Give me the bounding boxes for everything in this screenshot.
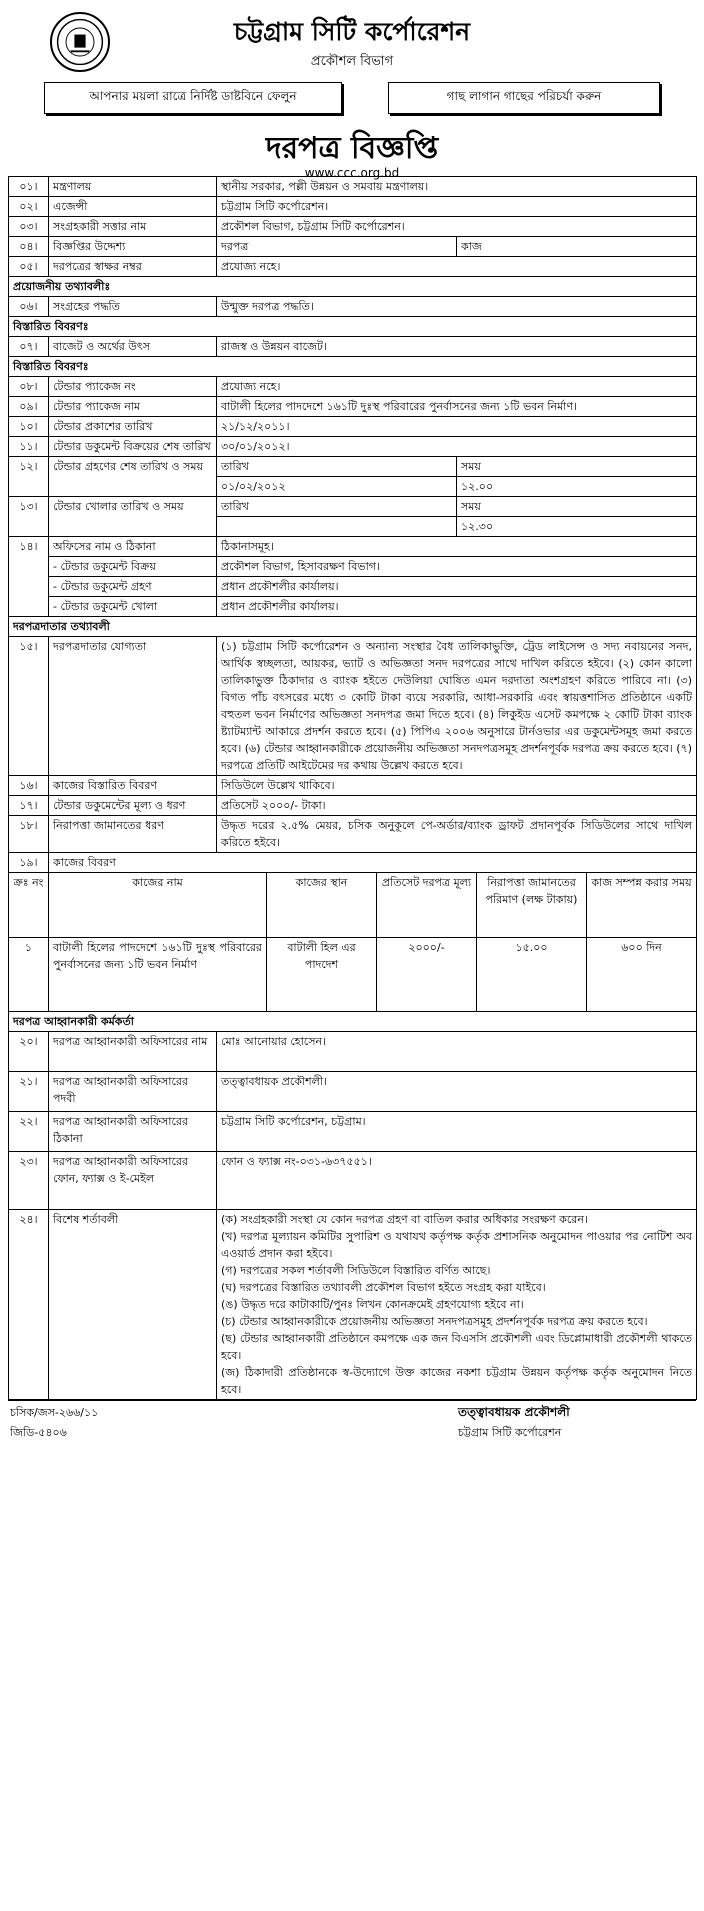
row-label: অফিসের নাম ও ঠিকানা (49, 537, 217, 557)
row-number: ০৩। (9, 217, 49, 237)
table-row (9, 1111, 697, 1151)
row-label: টেন্ডার খোলার তারিখ ও সময় (49, 497, 217, 537)
memo-number: চসিক/জস-২৬৬/১১ (10, 1405, 99, 1419)
row-label: টেন্ডার ডকুমেন্ট বিক্রয়ের শেষ তারিখ (49, 437, 217, 457)
row-value: প্রকৌশল বিভাগ, হিসাবরক্ষণ বিভাগ। (217, 557, 697, 577)
row-label: টেন্ডার প্যাকেজ নাম (49, 397, 217, 417)
website-url: www.ccc.org.bd (304, 166, 400, 180)
row-number: ২০। (9, 1031, 49, 1071)
signatory-title: তত্ত্বাবধায়ক প্রকৌশলী (458, 1404, 570, 1419)
date-value (217, 517, 457, 537)
row-sublabel: - টেন্ডার ডকুমেন্ট খোলা (49, 597, 217, 617)
notice-header (8, 6, 696, 180)
time-value: ১২.০০ (457, 477, 697, 497)
table-row (9, 217, 697, 237)
works-data-row (9, 937, 697, 1011)
row-value: সিডিউলে উল্লেখ থাকিবে। (217, 776, 697, 796)
row-value: ২১/১২/২০১১। (217, 417, 697, 437)
row-number: ১১। (9, 437, 49, 457)
row-number: ০৯। (9, 397, 49, 417)
row-label: দরপত্রের স্বাক্ষর নম্বর (49, 257, 217, 277)
department-name: প্রকৌশল বিভাগ (310, 54, 394, 69)
date-value: ০১/০২/২০১২ (217, 477, 457, 497)
row-number: ২১। (9, 1071, 49, 1111)
row-number: ০২। (9, 197, 49, 217)
row-number: ১৯। (9, 853, 49, 873)
table-row (9, 637, 697, 776)
row-label: টেন্ডার ডকুমেন্টের মূল্য ও ধরণ (49, 796, 217, 816)
row-value: প্রযোজ্য নহে। (217, 257, 697, 277)
row-number: ১০। (9, 417, 49, 437)
row-value-secondary: কাজ (457, 237, 697, 257)
section-title: দরপত্রদাতার তথ্যাবলী (9, 617, 697, 637)
row-number: ২২। (9, 1111, 49, 1151)
row-value: প্রকৌশল বিভাগ, চট্টগ্রাম সিটি কর্পোরেশন। (217, 217, 697, 237)
special-conditions (217, 1209, 697, 1399)
table-row (9, 597, 697, 617)
time-value: ১২.৩০ (457, 517, 697, 537)
date-label: তারিখ (217, 457, 457, 477)
row-value: চট্টগ্রাম সিটি কর্পোরেশন। (217, 197, 697, 217)
row-label: সংগ্রহকারী সত্তার নাম (49, 217, 217, 237)
row-label: বাজেট ও অর্থের উৎস (49, 337, 217, 357)
condition-item: (জ) ঠিকাদারী প্রতিষ্ঠানকে স্ব-উদ্যোগে উক্ত কাজের নকশা চট্টগ্রাম উন্নয়ন কর্তৃপক্ষ কর্তৃক অনুমোদন নিতে হবে। (221, 1365, 693, 1396)
table-row (9, 816, 697, 853)
tender-notice-page (8, 6, 696, 1906)
table-row (9, 457, 697, 477)
condition-item: (খ) দরপত্র মূল্যায়ন কমিটির সুপারিশ ও যথাযথ কর্তৃপক্ষ কর্তৃক প্রশাসনিক অনুমোদন পাওয়ার পর নোটিশ অব এওয়ার্ড প্রদান করা হইবে। (221, 1229, 693, 1260)
slogan-box-left: আপনার ময়লা রাত্রে নির্দিষ্ট ডাষ্টবিনে ফেলুন (44, 82, 342, 114)
row-label: দরপত্র আহ্বানকারী অফিসারের পদবী (49, 1071, 217, 1111)
row-label: মন্ত্রণালয় (49, 177, 217, 197)
time-label: সময় (457, 497, 697, 517)
condition-item: (ছ) টেন্ডার আহ্বানকারী প্রতিষ্ঠানে কমপক্ষে এক জন বিএসসি প্রকৌশলী এবং ডিপ্লোমাধারী প্রকৌশলী থাকতে হবে। (221, 1331, 693, 1362)
row-number: ২৩। (9, 1151, 49, 1209)
table-row (9, 1071, 697, 1111)
row-label: কাজের বিবরণ (49, 853, 697, 873)
work-name: বাটালী হিলের পাদদেশে ১৬১টি দুঃস্থ পরিবারের পুনর্বাসনের জন্য ১টি ভবন নির্মাণ (49, 937, 267, 1011)
column-header: কাজের স্থান (267, 873, 377, 937)
section-title: বিস্তারিত বিবরণঃ (9, 317, 697, 337)
row-number: ১৬। (9, 776, 49, 796)
row-value: প্রধান প্রকৌশলীর কার্যালয়। (217, 597, 697, 617)
table-row (9, 796, 697, 816)
table-row (9, 1031, 697, 1071)
row-label: টেন্ডার প্যাকেজ নং (49, 377, 217, 397)
row-label: দরপত্রদাতার যোগ্যতা (49, 637, 217, 776)
works-table (8, 873, 697, 1012)
row-value: প্রযোজ্য নহে। (217, 377, 697, 397)
table-row (9, 417, 697, 437)
row-value: ফোন ও ফ্যাক্স নং-০৩১-৬৩৭৫৫১। (217, 1151, 697, 1209)
table-row (9, 197, 697, 217)
row-value: প্রধান প্রকৌশলীর কার্যালয়। (217, 577, 697, 597)
section-heading (9, 277, 697, 297)
table-row (9, 437, 697, 457)
row-label: এজেন্সী (49, 197, 217, 217)
column-header: নিরাপত্তা জামানতের পরিমাণ (লক্ষ টাকায়) (477, 873, 587, 937)
row-label: টেন্ডার গ্রহণের শেষ তারিখ ও সময় (49, 457, 217, 497)
row-label: দরপত্র আহ্বানকারী অফিসারের ঠিকানা (49, 1111, 217, 1151)
row-number: ০৬। (9, 297, 49, 317)
row-value: বাটালী হিলের পাদদেশে ১৬১টি দুঃস্থ পরিবারের পুনর্বাসনের জন্য ১টি ভবন নির্মাণ। (217, 397, 697, 417)
row-sublabel: - টেন্ডার ডকুমেন্ট গ্রহণ (49, 577, 217, 597)
row-label: দরপত্র আহ্বানকারী অফিসারের নাম (49, 1031, 217, 1071)
row-number: ১৭। (9, 796, 49, 816)
section-title: প্রয়োজনীয় তথ্যাবলীঃ (9, 277, 697, 297)
row-label: কাজের বিস্তারিত বিবরণ (49, 776, 217, 796)
row-number: ০৪। (9, 237, 49, 257)
section-title: দরপত্র আহ্বানকারী কর্মকর্তা (9, 1012, 697, 1032)
row-value: প্রতিসেট ২০০০/- টাকা। (217, 796, 697, 816)
row-number: ০৭। (9, 337, 49, 357)
row-value: স্থানীয় সরকার, পল্লী উন্নয়ন ও সমবায় মন্ত্রণালয়। (217, 177, 697, 197)
row-number: ২৪। (9, 1209, 49, 1399)
row-value: উদ্ধৃত দরের ২.৫% মেয়র, চসিক অনুকূলে পে-অর্ডার/ব্যাংক ড্রাফট প্রদানপূর্বক সিডিউলের সাথে দাখিল করিতে হইবে। (217, 816, 697, 853)
work-price: ২০০০/- (377, 937, 477, 1011)
table-row (9, 1151, 697, 1209)
section-heading (9, 357, 697, 377)
table-row (9, 497, 697, 517)
row-value: রাজস্ব ও উন্নয়ন বাজেট। (217, 337, 697, 357)
row-number: ১৮। (9, 816, 49, 853)
table-row (9, 577, 697, 597)
work-serial: ১ (9, 937, 49, 1011)
organization-name: চট্টগ্রাম সিটি কর্পোরেশন (233, 17, 471, 46)
table-row (9, 557, 697, 577)
work-location: বাটালী হিল এর পাদদেশ (267, 937, 377, 1011)
condition-item: (ঘ) দরপত্রের বিস্তারিত তথ্যাবলী প্রকৌশল বিভাগ হইতে সংগ্রহ করা যাইবে। (221, 1280, 546, 1294)
gd-number: জিডি-৫৪০৬ (10, 1425, 67, 1439)
row-value: তত্ত্বাবধায়ক প্রকৌশলী। (217, 1071, 697, 1111)
row-number: ১৩। (9, 497, 49, 537)
row-value: ৩০/০১/২০১২। (217, 437, 697, 457)
officer-table (8, 1012, 697, 1400)
column-header: ক্রঃ নং (9, 873, 49, 937)
table-row (9, 257, 697, 277)
row-label: বিজ্ঞপ্তির উদ্দেশ্য (49, 237, 217, 257)
works-header-row (9, 873, 697, 937)
row-sublabel: - টেন্ডার ডকুমেন্ট বিক্রয় (49, 557, 217, 577)
tender-details-table (8, 176, 697, 873)
row-value: মোঃ আনোয়ার হোসেন। (217, 1031, 697, 1071)
section-heading (9, 317, 697, 337)
row-number: ১৫। (9, 637, 49, 776)
work-security: ১৫.০০ (477, 937, 587, 1011)
work-time: ৬০০ দিন (587, 937, 697, 1011)
row-label: সংগ্রহের পদ্ধতি (49, 297, 217, 317)
row-value: চট্টগ্রাম সিটি কর্পোরেশন, চট্টগ্রাম। (217, 1111, 697, 1151)
date-label: তারিখ (217, 497, 457, 517)
table-row (9, 537, 697, 557)
notice-footer (8, 1400, 696, 1446)
condition-item: (ঙ) উদ্ধৃত দরে কাটাকাটি/পুনঃ লিখন কোনক্রমেই গ্রহণযোগ্য হইবে না। (221, 1297, 524, 1311)
section-title: বিস্তারিত বিবরণঃ (9, 357, 697, 377)
table-row (9, 237, 697, 257)
condition-item: (চ) টেন্ডার আহ্বানকারীকে প্রয়োজনীয় অভিজ্ঞতা সনদপত্রসমূহ প্রদর্শনপূর্বক দরপত্র ক্রয় করতে হবে। (221, 1314, 648, 1328)
condition-item: (ক) সংগ্রহকারী সংস্থা যে কোন দরপত্র গ্রহণ বা বাতিল করার অধিকার সংরক্ষণ করেন। (221, 1212, 588, 1226)
slogan-box-right: গাছ লাগান গাছের পরিচর্যা করুন (388, 82, 660, 114)
table-row (9, 337, 697, 357)
row-number: ০৮। (9, 377, 49, 397)
section-heading (9, 1012, 697, 1032)
condition-item: (গ) দরপত্রের সকল শর্তাবলী সিডিউলে বিস্তারিত বর্ণিত আছে। (221, 1263, 491, 1277)
table-row (9, 397, 697, 417)
column-header: প্রতিসেট দরপত্র মূল্য (377, 873, 477, 937)
row-number: ০১। (9, 177, 49, 197)
section-heading (9, 617, 697, 637)
row-label: বিশেষ শর্তাবলী (49, 1209, 217, 1399)
row-value: উন্মুক্ত দরপত্র পদ্ধতি। (217, 297, 697, 317)
row-number: ১২। (9, 457, 49, 497)
row-label: দরপত্র আহ্বানকারী অফিসারের ফোন, ফ্যাক্স ও ই-মেইল (49, 1151, 217, 1209)
column-header: কাজ সম্পন্ন করার সময় (587, 873, 697, 937)
row-value: দরপত্র (217, 237, 457, 257)
row-value: (১) চট্টগ্রাম সিটি কর্পোরেশন ও অন্যান্য সংস্থার বৈধ তালিকাভুক্তি, ট্রেড লাইসেন্স ও সদ্য নবায়নের সনদ, আর্থিক স্বচ্ছলতা, আয়কর, ভ্যাট ও অভিজ্ঞতা সনদ দরপত্রের সাথে দাখিল করিতে হইবে। (২) কোন কালো তালিকাভুক্ত ঠিকাদার ও ব্যাংক হইতে দেউলিয়া ঘোষিত এমন দরদাতা অংশগ্রহণ করিতে পারিবে না। (৩) বিগত পাঁচ বৎসরের মধ্যে ৩ কোটি টাকা ব্যয়ে সরকারি, আধা-সরকারি এবং স্বায়ত্তশাসিত প্রতিষ্ঠানে একটি বহুতল ভবন নির্মাণের অভিজ্ঞতা সনদপত্র জমা দিতে হবে। (৪) লিকুইড এসেট কমপক্ষে ২ কোটি টাকা ব্যাংক ষ্ট্যাটম্যান্ট আকারে প্রদর্শন করতে হবে। (৫) পিপিএ ২০০৬ অনুসারে টার্নওভার এর ডকুমেন্টসমূহ জমা করতে হবে। (৬) টেন্ডার আহ্বানকারীকে প্রয়োজনীয় অভিজ্ঞতা সনদপত্রসমূহ প্রদর্শনপূর্বক দরপত্র ক্রয় করতে হবে। (৭) দরপত্রে প্রতিটি আইটেমের দর কথায় উল্লেখ করতে হবে। (217, 637, 697, 776)
table-row (9, 297, 697, 317)
row-number: ০৫। (9, 257, 49, 277)
notice-title: দরপত্র বিজ্ঞপ্তি (265, 131, 439, 166)
table-row (9, 853, 697, 873)
row-number: ১৪। (9, 537, 49, 617)
row-label: নিরাপত্তা জামানতের ধরণ (49, 816, 217, 853)
table-row (9, 377, 697, 397)
signatory-organization: চট্টগ্রাম সিটি কর্পোরেশন (458, 1425, 562, 1439)
row-value: ঠিকানাসমূহ। (217, 537, 697, 557)
row-label: টেন্ডার প্রকাশের তারিখ (49, 417, 217, 437)
column-header: কাজের নাম (49, 873, 267, 937)
table-row (9, 1209, 697, 1399)
time-label: সময় (457, 457, 697, 477)
table-row (9, 776, 697, 796)
